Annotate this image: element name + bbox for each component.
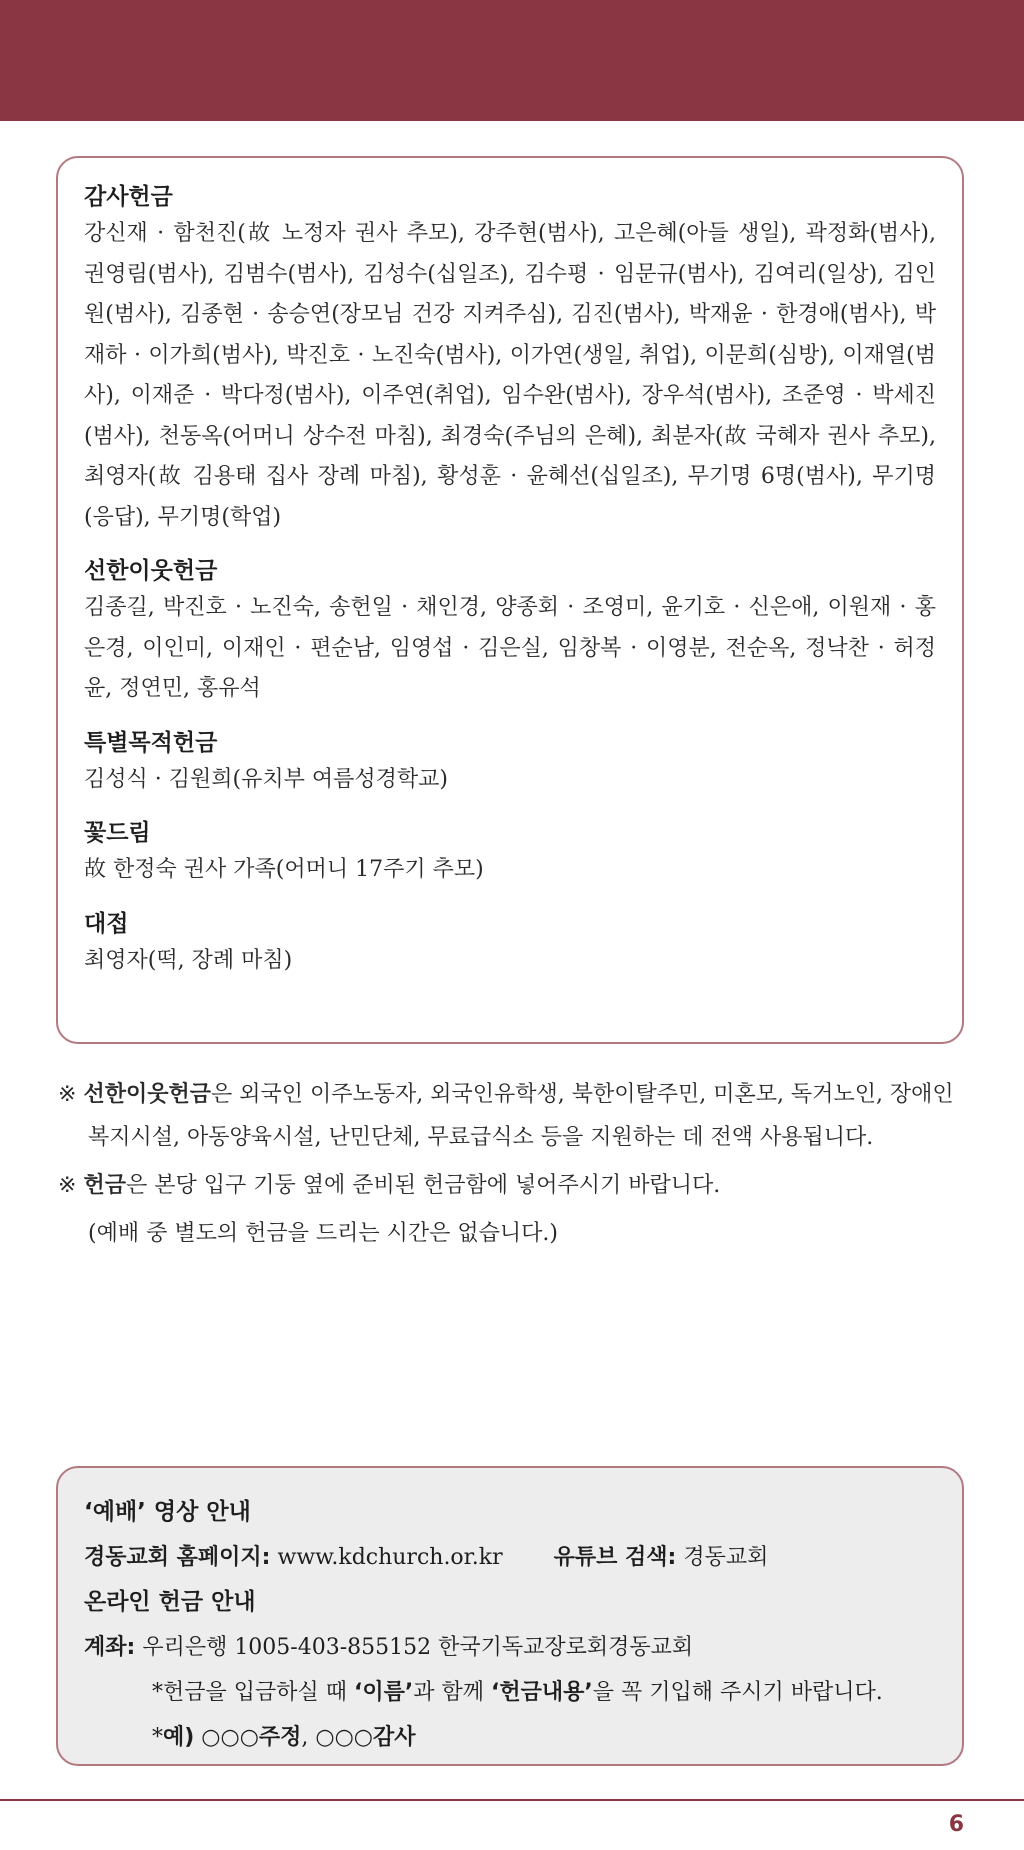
example-mark: * [152,1725,163,1750]
section-body: 최영자(떡, 장례 마침) [84,947,293,973]
note-term: 선한이웃헌금 [83,1082,211,1107]
offering-note [58,1164,968,1207]
section-body: 김성식 · 김원희(유치부 여름성경학교) [84,766,448,792]
note-mark: ※ [58,1082,77,1107]
example-label: 예) [163,1725,195,1750]
account-line [84,1625,936,1670]
notes [58,1073,968,1255]
video-info-title: ‘예배’ 영상 안내 [84,1499,251,1525]
example-term: 감사 [373,1725,416,1750]
info-box [56,1466,964,1766]
instruction-content-term: ‘헌금내용’ [490,1680,593,1705]
homepage-label: 경동교회 홈페이지: [84,1545,271,1570]
homepage-link[interactable]: www.kdchurch.or.kr [277,1545,503,1570]
offering-note-sub: (예배 중 별도의 헌금을 드리는 시간은 없습니다.) [88,1221,558,1246]
hospitality-section [84,907,936,982]
section-title: 특별목적헌금 [84,729,218,756]
special-offering-section [84,726,936,801]
instruction-name-term: ‘이름’ [354,1680,414,1705]
instruction-text: *헌금을 입금하실 때 [152,1680,354,1705]
account-label: 계좌: [84,1635,136,1660]
note-term: 헌금 [83,1173,126,1198]
section-body: 故 한정숙 권사 가족(어머니 17주기 추모) [84,857,484,882]
section-title: 대접 [84,910,129,937]
page-number: 6 [948,1812,964,1837]
instruction-text: 과 함께 [413,1680,491,1705]
footer-rule [0,1799,1024,1801]
youtube-label: 유튜브 검색: [553,1545,677,1570]
online-offering-title: 온라인 헌금 안내 [84,1589,256,1615]
deposit-example [84,1715,936,1760]
flowers-section [84,816,936,891]
neighbor-note [58,1073,968,1159]
instruction-text: 을 꼭 기입해 주시기 바랍니다. [592,1680,883,1705]
example-text: ○○○ [194,1725,259,1750]
section-body: 김종길, 박진호 · 노진숙, 송헌일 · 채인경, 양종회 · 조영미, 윤기호 · 신은애, 이원재 · 홍은경, 이인미, 이재인 · 편순남, 임영섭 · 김은실, 임창복 · 이영분, 전순옥, 정낙찬 · 허정윤, 정연민, 홍유석 [84,595,936,701]
account-value: 우리은행 1005-403-855152 한국기독교장로회경동교회 [142,1635,694,1660]
header-band [0,0,1024,121]
section-title: 꽃드림 [84,820,151,846]
section-title: 선한이웃헌금 [84,558,218,584]
thanks-offering-section [84,180,936,538]
deposit-instruction [84,1670,936,1715]
offerings-box [56,156,964,1044]
neighbor-offering-section [84,554,936,710]
section-title: 감사헌금 [84,184,173,210]
note-text: 은 본당 입구 기둥 옆에 준비된 헌금함에 넣어주시기 바랍니다. [125,1173,721,1198]
example-text: , ○○○ [301,1725,373,1750]
example-term: 주정 [258,1725,302,1750]
section-body: 강신재 · 함천진(故 노정자 권사 추모), 강주현(범사), 고은혜(아들 생일), 곽정화(범사), 권영림(범사), 김범수(범사), 김성수(십일조), 김수평 · 임문규(범사), 김여리(일상), 김인원(범사), 김종현 · 송승연(장모님 건강 지켜주심), 김진(범사), 박재윤 · 한경애(범사), 박재하 · 이가희(범사), 박진호 · 노진숙(범사), 이가연(생일, 취업), 이문희(심방), 이재열(범사), 이재준 · 박다정(범사), 이주연(취업), 임수완(범사), 장우석(범사), 조준영 · 박세진(범사), 천동옥(어머니 상수전 마침), 최경숙(주님의 은혜), 최분자(故 국혜자 권사 추모), 최영자(故 김용태 집사 장례 마침), 황성훈 · 윤혜선(십일조), 무기명 6명(범사), 무기명(응답), 무기명(학업) [84,221,936,530]
youtube-search-value: 경동교회 [683,1545,769,1570]
note-text: 은 외국인 이주노동자, 외국인유학생, 북한이탈주민, 미혼모, 독거노인, 장애인 복지시설, 아동양육시설, 난민단체, 무료급식소 등을 지원하는 데 전액 사용됩니다. [88,1082,954,1150]
note-mark: ※ [58,1173,77,1198]
video-links-line [84,1535,936,1580]
